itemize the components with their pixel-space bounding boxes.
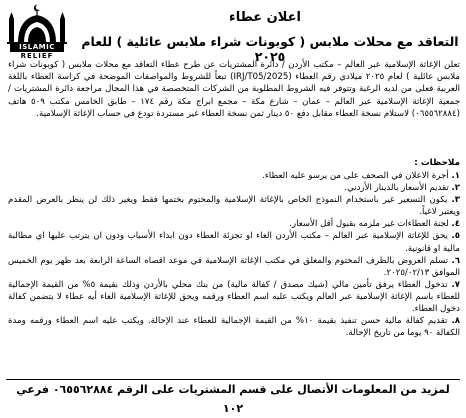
- intro-paragraph: تعلن الإغاثة الإسلامية عبر العالم – مكتب الأردن / دائرة المشتريات عن طرح عطاء التعاقد مع محلات ملابس ( كوبونات شراء ملابس عائلية ) لعام ٢٠٢٥ ميلادي رقم العطاء (IRJ/T05/2025) تبعاً للشروط والمواصفات الموضحة في كراسة العطاء باللغة العربية فعلى من لديه الرغبة وتتوفر فيه الشروط المطلوبة من الشركات المتخصصة في هذا المجال مراجعة دائرة المشتريات / جمعية الإغاثة الإسلامية عبر العالم – عمان – شارع مكة – مجمع ابراج مكة رقم ١٧٤ – طابق الخامس مكتب ٥٠٩ هاتف (٠٦٥٥٦٢٨٨٤) لاستلام نسخة العطاء مقابل دفع ٥٠ دينار ثمن نسخة العطاء غير مستردة تودع في حساب الإغاثة الإسلامية.: [8, 60, 461, 119]
- note-number: ١.: [451, 171, 460, 181]
- note-text: تقديم كفالة مالية حسن تنفيذ بقيمة ١٠% من القيمة الإجمالية للعطاء عند الإحالة. ويكتب عليه اسم العطاء ورقمه ومدة الكفالة ٩٠ يوما من تاريخ الإحالة.: [8, 316, 460, 339]
- logo-text-relief: RELIEF: [20, 52, 54, 60]
- note-item: [8, 255, 460, 279]
- notes-heading: ملاحظات :: [414, 158, 460, 168]
- note-item: [8, 170, 460, 182]
- mosque-dome-icon: [4, 3, 70, 45]
- islamic-relief-logo: [4, 3, 70, 61]
- note-text: تقديم الأسعار بالدينار الأردني.: [344, 183, 449, 194]
- note-number: ٣.: [451, 195, 461, 206]
- announcement-title: اعلان عطاء: [229, 10, 301, 25]
- note-text: أجرة الاعلان في الصحف على من يرسو عليه العطاء.: [262, 171, 449, 181]
- note-item: [8, 182, 460, 194]
- note-item: [8, 279, 460, 315]
- note-text: يكون التسعير غير باستخدام النموذج الخاص بالإغاثة الإسلامية والمختوم بختمها فقط ويغير ذلك لن ينظر بالعرض المقدم ويعتبر لاغياً.: [8, 195, 460, 218]
- note-text: يحق للإغاثة الإسلامية عبر العالم – مكتب الأردن الغاء او تجزئة العطاء دون ابداء الأسباب ودون ان يترتب عليها اي مطالبة مالية او قانونية.: [8, 231, 460, 254]
- logo-text-islamic: ISLAMIC: [10, 43, 64, 52]
- announcement-subtitle: التعاقد مع محلات ملابس ( كوبونات شراء ملابس عائلية ) للعام ٢٠٢٥: [81, 34, 459, 64]
- notes-list: [8, 170, 460, 339]
- contact-footer: لمزيد من المعلومات الأتصال على قسم المشتريات على الرقم ٠٦٥٥٦٢٨٨٤ فرعي ١٠٢: [6, 379, 460, 398]
- note-item: [8, 315, 460, 339]
- note-text: تسلم العروض بالظرف المختوم والمغلق في مكتب الإغاثة الإسلامية في موعد اقصاه الساعة الرابعة بعد ظهر يوم الخميس الموافق ٢٠٢٥/٠٢/١٣.: [8, 255, 460, 278]
- note-item: [8, 194, 460, 218]
- note-text: لجنة العطاءات غير ملزمه بقبول أقل الأسعار.: [289, 219, 449, 230]
- note-item: [8, 218, 460, 230]
- note-number: ٢.: [451, 183, 460, 194]
- note-number: ٥.: [451, 231, 461, 242]
- note-number: ٨.: [451, 316, 460, 327]
- note-number: ٧.: [451, 279, 460, 290]
- note-number: ٦.: [451, 255, 460, 266]
- note-number: ٤.: [451, 219, 460, 230]
- note-text: تدخول العطاء يرفق تأمين مالي (شيك مصدق / كفالة مالية) من بنك محلي بالأردن وذلك بقيمة ٥% من القيمة الإجمالية للعطاء باسم الإغاثة الإسلامية عبر العالم ويكتب عليه اسم العطاء ورقمه ويحق للإغاثة الإسلامية الغاء أيه عطاء لا يتضمن كفالة دخول العطاء.: [8, 279, 460, 315]
- note-item: [8, 230, 460, 254]
